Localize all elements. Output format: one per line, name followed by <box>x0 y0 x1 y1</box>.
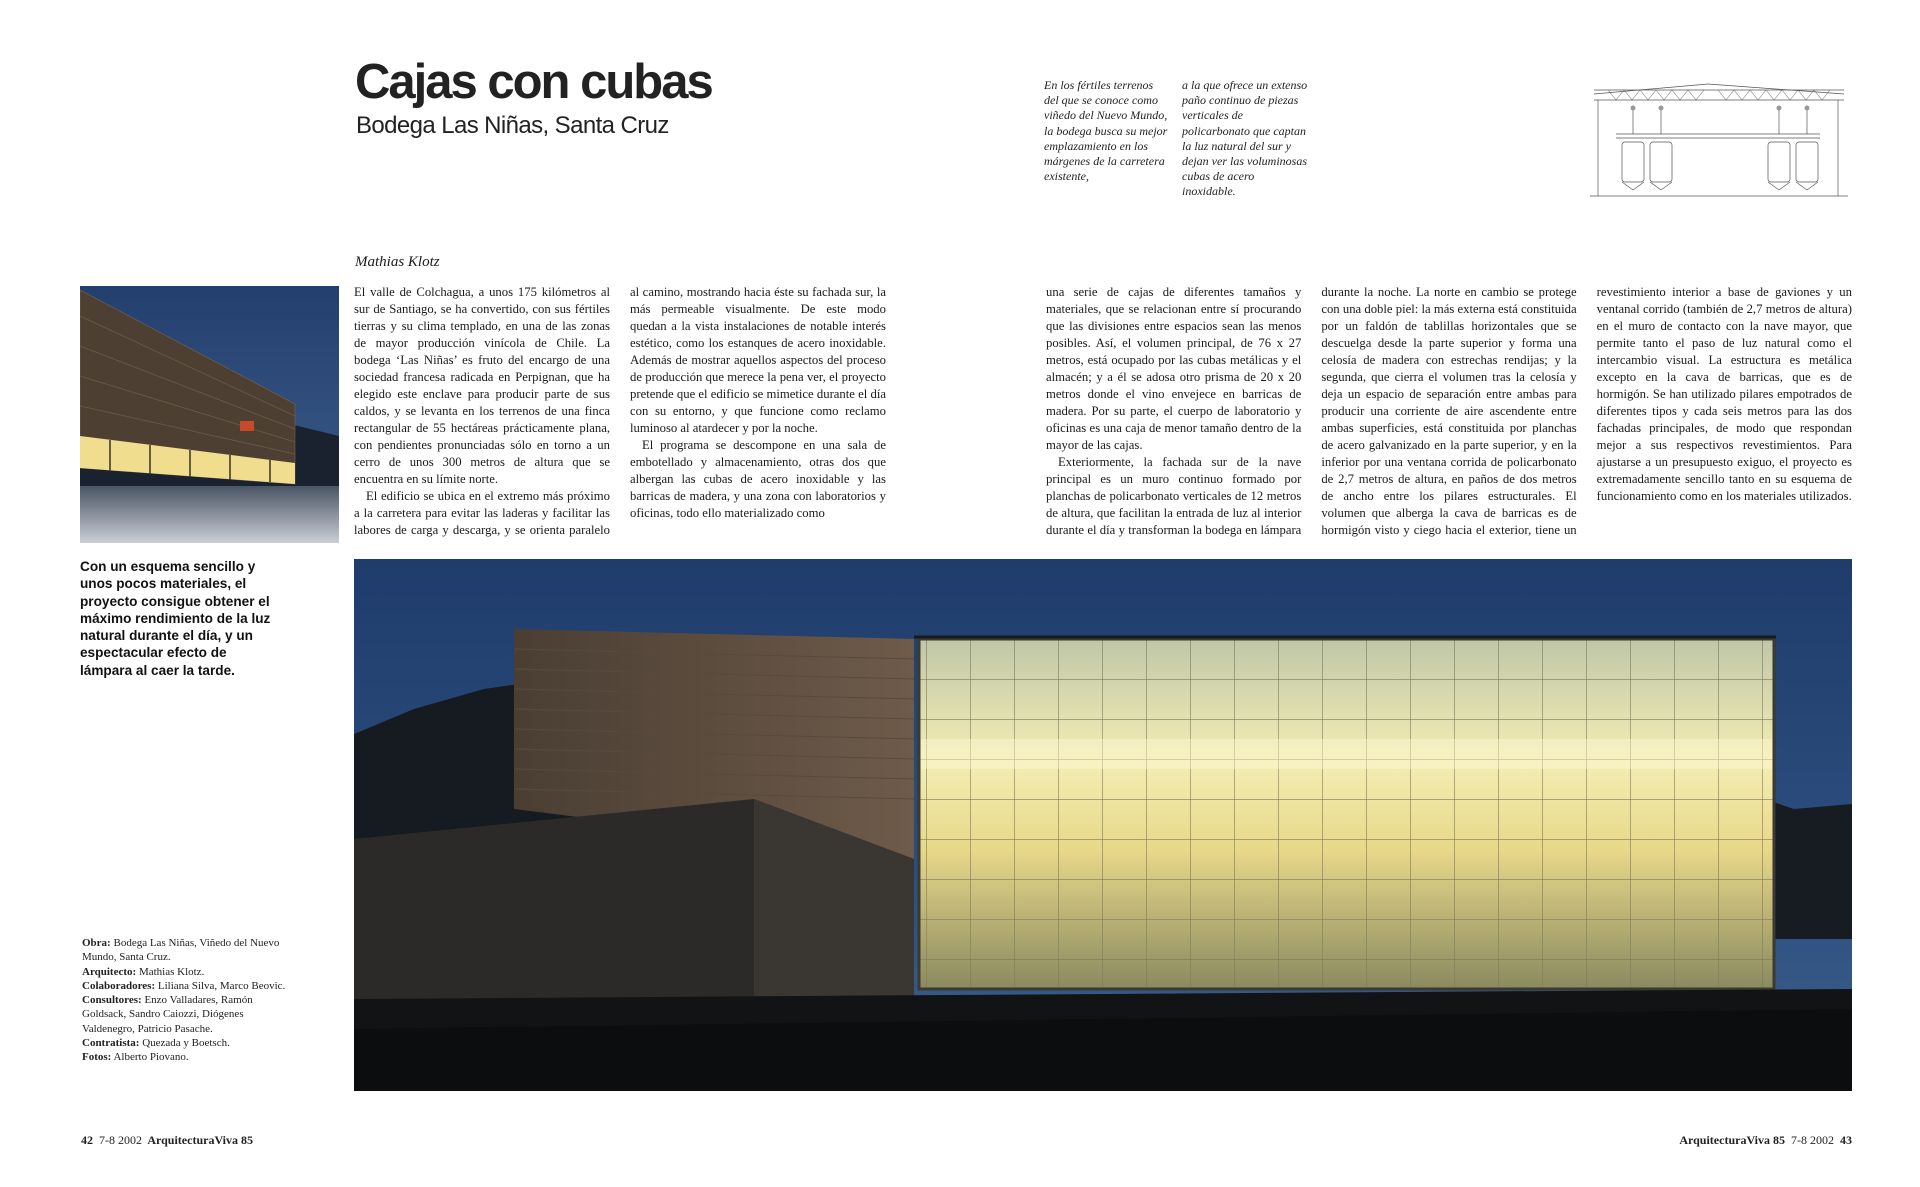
credit-value: Liliana Silva, Marco Beovic. <box>157 979 286 992</box>
body-paragraph: El programa se descompone en una sala de embotellado y almacenamiento, otras dos que albergan las cubas de acero inoxidable y las barricas de madera, y una zona con laboratorios y oficinas, todo ello materializado como <box>630 438 886 520</box>
credit-line <box>82 1050 287 1064</box>
article-subtitle: Bodega Las Niñas, Santa Cruz <box>356 112 669 139</box>
thumbnail-photo <box>80 286 339 543</box>
issue-date-left: 7-8 2002 <box>99 1133 142 1147</box>
folio-right <box>1679 1133 1852 1148</box>
credit-line <box>82 1036 287 1050</box>
credit-label: Fotos: <box>82 1051 112 1064</box>
credit-label: Arquitecto: <box>82 965 137 978</box>
body-text-right <box>1046 284 1852 540</box>
author-name: Mathias Klotz <box>355 254 440 270</box>
magazine-name-right: ArquitecturaViva 85 <box>1679 1133 1785 1147</box>
credit-line <box>82 993 287 1036</box>
credit-line <box>82 936 287 965</box>
lead-column-1: En los fértiles terrenos del que se conoce como viñedo del Nuevo Mundo, la bodega busca su mejor emplazamiento en los márgenes de la carretera existente, <box>1044 78 1168 184</box>
body-paragraph: El edificio se ubica en el extremo más próximo a la carretera para evitar las laderas y facilitar las labores de carga y descarga, y se orienta paralelo al camino, mostrando hacia éste su fachada sur, la más permeable visualmente. De este modo quedan a la vista instalaciones de notable interés estético, como los estanques de acero inoxidable. Además de mostrar aquellos aspectos del proceso de producción que merece la pena ver, el proyecto pretende que el edificio se mimetice durante el día con su entorno, y que funcione como reclamo luminoso al atardecer y por la noche. <box>354 285 886 537</box>
magazine-name-left: ArquitecturaViva 85 <box>147 1133 253 1147</box>
photo-caption: Con un esquema sencillo y unos pocos materiales, el proyecto consigue obtener el máximo rendimiento de la luz natural durante el día, y un espectacular efecto de lámpara al caer la tarde. <box>80 559 271 678</box>
body-paragraph: El valle de Colchagua, a unos 175 kilómetros al sur de Santiago, se ha convertido, con sus fértiles tierras y su clima templado, en una de las zonas de mayor producción vinícola de Chile. La bodega ‘Las Niñas’ es fruto del encargo de una sociedad francesa radicada en Perpignan, que ha elegido este enclave para producir parte de sus caldos, y se levanta en los terrenos de una finca rectangular de 55 hectáreas prácticamente plana, con pendientes pronunciadas sólo en torno a un cerro de unos 300 metros de altura que se encuentra en su límite norte. <box>354 285 610 486</box>
credit-label: Consultores: <box>82 994 142 1007</box>
credit-value: Enzo Valladares, Ramón Goldsack, Sandro Caiozzi, Diógenes Valdenegro, Patricio Pasache. <box>82 994 253 1035</box>
lead-column-2: a la que ofrece un extenso paño continuo de piezas verticales de policarbonato que captan la luz natural del sur y dejan ver las voluminosas cubas de acero inoxidable. <box>1182 78 1308 199</box>
credit-label: Contratista: <box>82 1037 140 1050</box>
credit-label: Obra: <box>82 937 111 949</box>
project-credits <box>82 936 287 1065</box>
credit-value: Alberto Piovano. <box>113 1051 189 1064</box>
credit-line <box>82 979 287 993</box>
body-paragraph: una serie de cajas de diferentes tamaños y materiales, que se relacionan entre sí procurando que las divisiones entre espacios sean las menos posibles. Así, el volumen principal, de 76 x 27 metros, está ocupado por las cubas metálicas y el almacén; y a él se adosa otro prisma de 20 x 20 metros donde el vino envejece en barricas de madera. Por su parte, el cuerpo de laboratorio y oficinas es una caja de menor tamaño dentro de la mayor de las cajas. <box>1046 285 1302 452</box>
section-drawing <box>1588 80 1850 198</box>
credit-line <box>82 965 287 979</box>
folio-left <box>81 1133 253 1148</box>
issue-date-right: 7-8 2002 <box>1791 1133 1834 1147</box>
page-number-right: 43 <box>1840 1133 1852 1147</box>
article-title: Cajas con cubas <box>355 55 712 109</box>
body-paragraph: Exteriormente, la fachada sur de la nave principal es un muro continuo formado por planchas de policarbonato verticales de 12 metros de altura, que facilitan la entrada de luz al interior durante el día y transforman la bodega en lámpara durante la noche. La norte en cambio se protege con una doble piel: la más externa está constituida por un faldón de tablillas horizontales que se descuelga desde la parte superior y forma una celosía de madera con estrechas rendijas; y la segunda, que cierra el volumen tras la celosía y deja un espacio de separación entre ambas para producir una corriente de aire ascendente entre ambas superficies, está constituida por planchas de acero galvanizado en la parte superior, y en la inferior por una ventana corrida de policarbonato de 2,7 metros de altura, en paños de dos metros de ancho entre los pilares estructurales. El volumen que alberga la cava de barricas es de hormigón visto y ciego hacia el exterior, tiene un revestimiento interior a base de gaviones y un ventanal corrido (también de 2,7 metros de altura) en el muro de contacto con la nave mayor, que permite tanto el paso de luz natural como el intercambio visual. La estructura es metálica excepto en la cava de barricas, que es de hormigón. Se han utilizado pilares empotrados de diferentes tipos y cada seis metros para las dos fachadas principales, de modo que respondan mejor a sus respectivos revestimientos. Para ajustarse a un presupuesto exiguo, el proyecto es extremadamente sencillo tanto en su esquema de funcionamiento como en los materiales utilizados. <box>1046 285 1852 537</box>
body-text-left <box>354 284 886 540</box>
page-number-left: 42 <box>81 1133 93 1147</box>
credit-value: Bodega Las Niñas, Viñedo del Nuevo Mundo, Santa Cruz. <box>82 937 280 964</box>
credit-value: Quezada y Boetsch. <box>142 1037 230 1050</box>
main-photo <box>354 559 1852 1091</box>
credit-label: Colaboradores: <box>82 979 156 992</box>
credit-value: Mathias Klotz. <box>138 965 205 978</box>
